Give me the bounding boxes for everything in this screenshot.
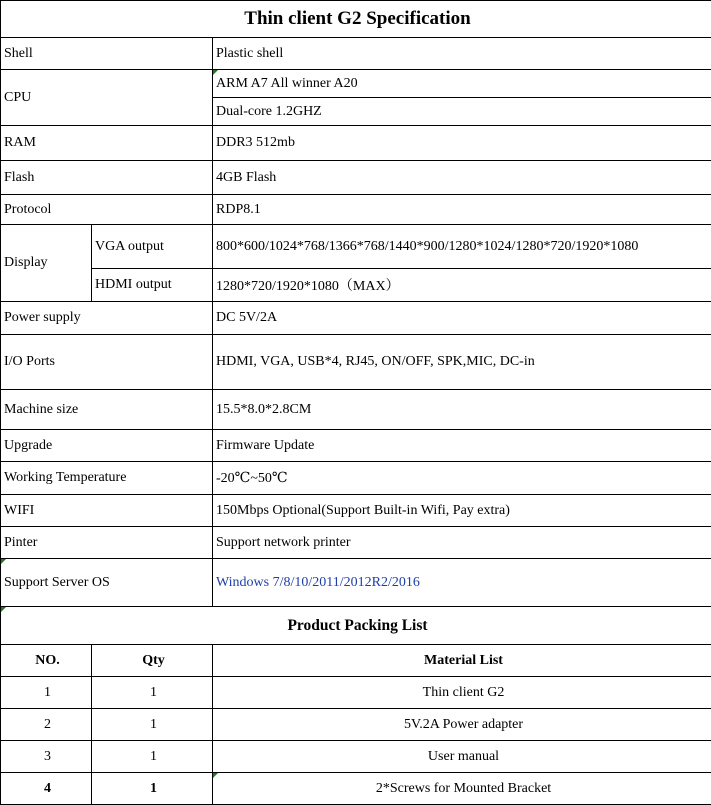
spec-label-protocol: Protocol: [1, 195, 213, 225]
packing-qty: 1: [92, 741, 213, 773]
spec-row-display-hdmi: [1, 269, 711, 302]
table-row: [1, 773, 711, 805]
packing-no: 3: [1, 741, 92, 773]
spec-label-upgrade: Upgrade: [1, 430, 213, 462]
spec-row-shell: [1, 38, 711, 70]
spec-row-power: [1, 302, 711, 335]
spec-label-server-os: Support Server OS: [1, 559, 213, 607]
packing-header-qty: Qty: [92, 645, 213, 677]
spec-row-wifi: [1, 495, 711, 527]
packing-header-row: [1, 645, 711, 677]
spec-row-io: [1, 335, 711, 390]
spec-value-wifi: 150Mbps Optional(Support Built-in Wifi, Pay extra): [213, 495, 711, 527]
spec-value-protocol: RDP8.1: [213, 195, 711, 225]
spec-row-size: [1, 390, 711, 430]
spec-value-power: DC 5V/2A: [213, 302, 711, 335]
spec-label-printer: Pinter: [1, 527, 213, 559]
page-title: Thin client G2 Specification: [1, 1, 711, 38]
packing-no: 4: [1, 773, 92, 805]
packing-item: Thin client G2: [213, 677, 711, 709]
table-row: [1, 677, 711, 709]
spec-row-temp: [1, 462, 711, 495]
packing-qty: 1: [92, 709, 213, 741]
spec-row-cpu: [1, 70, 711, 98]
spec-value-hdmi: 1280*720/1920*1080（MAX）: [213, 269, 711, 302]
packing-qty: 1: [92, 677, 213, 709]
packing-no: 1: [1, 677, 92, 709]
spec-label-hdmi: HDMI output: [92, 269, 213, 302]
spec-value-vga: 800*600/1024*768/1366*768/1440*900/1280*1024/1280*720/1920*1080: [213, 225, 711, 269]
spec-value-flash: 4GB Flash: [213, 161, 711, 195]
packing-qty: 1: [92, 773, 213, 805]
packing-title-row: [1, 607, 711, 645]
spec-label-temp: Working Temperature: [1, 462, 213, 495]
spec-value-io: HDMI, VGA, USB*4, RJ45, ON/OFF, SPK,MIC, DC-in: [213, 335, 711, 390]
spec-label-power: Power supply: [1, 302, 213, 335]
spec-value-printer: Support network printer: [213, 527, 711, 559]
packing-no: 2: [1, 709, 92, 741]
spec-label-cpu: CPU: [1, 70, 213, 126]
spec-label-shell: Shell: [1, 38, 213, 70]
spec-row-ram: [1, 126, 711, 161]
spec-value-upgrade: Firmware Update: [213, 430, 711, 462]
packing-list-title: Product Packing List: [1, 607, 711, 645]
spec-label-vga: VGA output: [92, 225, 213, 269]
spec-label-wifi: WIFI: [1, 495, 213, 527]
spec-label-display: Display: [1, 225, 92, 302]
spec-value-cpu-cores: Dual-core 1.2GHZ: [213, 98, 711, 126]
spec-value-ram: DDR3 512mb: [213, 126, 711, 161]
spec-row-display-vga: [1, 225, 711, 269]
spec-label-size: Machine size: [1, 390, 213, 430]
title-row: [1, 1, 711, 38]
table-row: [1, 741, 711, 773]
spec-value-size: 15.5*8.0*2.8CM: [213, 390, 711, 430]
table-row: [1, 709, 711, 741]
packing-header-material: Material List: [213, 645, 711, 677]
spec-row-protocol: [1, 195, 711, 225]
spec-row-server-os: [1, 559, 711, 607]
spec-value-temp: -20℃~50℃: [213, 462, 711, 495]
spec-label-ram: RAM: [1, 126, 213, 161]
spec-label-io: I/O Ports: [1, 335, 213, 390]
packing-item: 2*Screws for Mounted Bracket: [213, 773, 711, 805]
spec-value-shell: Plastic shell: [213, 38, 711, 70]
packing-item: 5V.2A Power adapter: [213, 709, 711, 741]
spec-row-flash: [1, 161, 711, 195]
packing-header-no: NO.: [1, 645, 92, 677]
spec-label-flash: Flash: [1, 161, 213, 195]
spec-row-upgrade: [1, 430, 711, 462]
spec-row-printer: [1, 527, 711, 559]
spec-value-cpu-model: ARM A7 All winner A20: [213, 70, 711, 98]
packing-item: User manual: [213, 741, 711, 773]
spec-value-server-os: Windows 7/8/10/2011/2012R2/2016: [213, 559, 711, 607]
